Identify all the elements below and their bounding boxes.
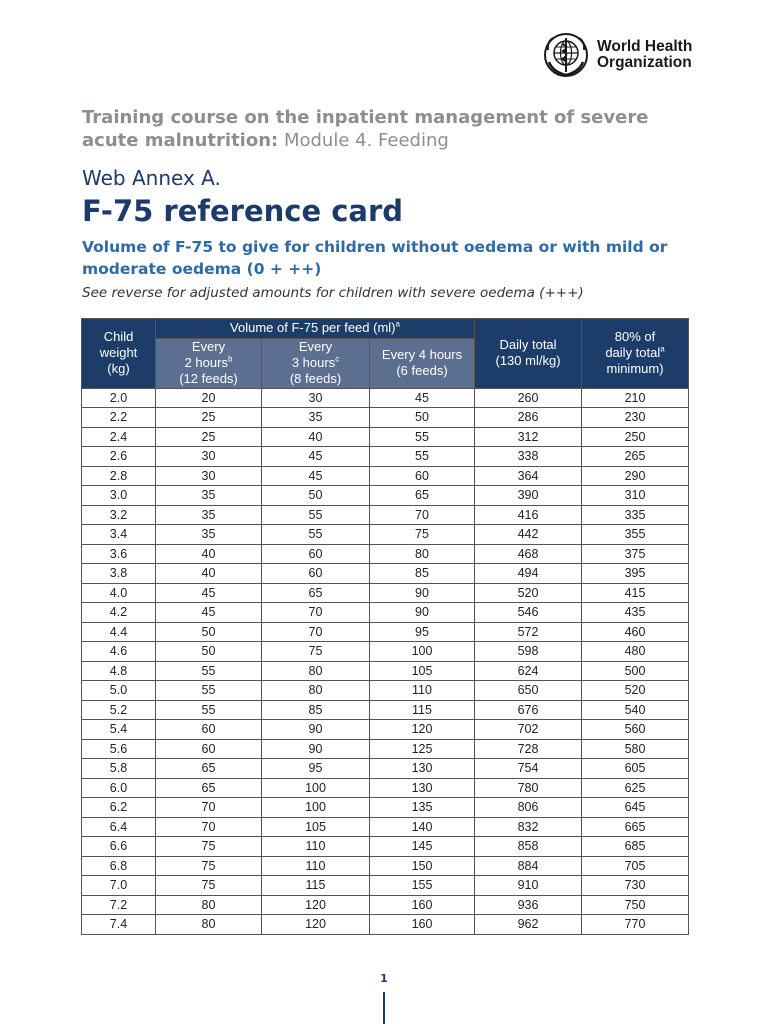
- table-cell: 780: [475, 778, 582, 798]
- table-cell: 105: [262, 817, 370, 837]
- table-cell: 35: [156, 486, 262, 506]
- table-row: [82, 388, 689, 408]
- table-row: [82, 466, 689, 486]
- table-row: [82, 778, 689, 798]
- table-row: [82, 915, 689, 935]
- table-cell: 520: [475, 583, 582, 603]
- table-cell: 55: [262, 525, 370, 545]
- table-cell: 155: [370, 876, 475, 896]
- annex-label: Web Annex A.: [82, 166, 221, 190]
- table-cell: 35: [156, 525, 262, 545]
- table-cell: 80: [370, 544, 475, 564]
- table-cell: 250: [582, 427, 689, 447]
- table-cell: 230: [582, 408, 689, 428]
- table-cell: 500: [582, 661, 689, 681]
- header-volume-group: Volume of F-75 per feed (ml)$^a$: [156, 319, 475, 339]
- table-cell: 335: [582, 505, 689, 525]
- table-cell: 90: [370, 603, 475, 623]
- table-cell: 645: [582, 798, 689, 818]
- table-cell: 415: [582, 583, 689, 603]
- table-cell: 5.4: [82, 720, 156, 740]
- table-cell: 580: [582, 739, 689, 759]
- table-cell: 442: [475, 525, 582, 545]
- table-cell: 75: [156, 876, 262, 896]
- table-cell: 160: [370, 895, 475, 915]
- table-cell: 6.6: [82, 837, 156, 857]
- table-cell: 110: [262, 837, 370, 857]
- who-logo-text: [597, 39, 692, 71]
- table-cell: 312: [475, 427, 582, 447]
- table-cell: 90: [370, 583, 475, 603]
- table-cell: 750: [582, 895, 689, 915]
- table-row: [82, 661, 689, 681]
- reverse-note: See reverse for adjusted amounts for children with severe oedema (+++): [82, 285, 584, 301]
- table-cell: 110: [370, 681, 475, 701]
- table-cell: 7.4: [82, 915, 156, 935]
- table-row: [82, 798, 689, 818]
- table-cell: 310: [582, 486, 689, 506]
- table-cell: 50: [370, 408, 475, 428]
- table-cell: 754: [475, 759, 582, 779]
- who-emblem-icon: [543, 32, 589, 78]
- table-row: [82, 622, 689, 642]
- table-cell: 806: [475, 798, 582, 818]
- table-cell: 20: [156, 388, 262, 408]
- table-cell: 624: [475, 661, 582, 681]
- table-cell: 130: [370, 759, 475, 779]
- table-cell: 55: [156, 700, 262, 720]
- table-cell: 4.6: [82, 642, 156, 662]
- table-cell: 80: [262, 681, 370, 701]
- table-row: [82, 817, 689, 837]
- table-cell: 65: [156, 778, 262, 798]
- table-row: [82, 544, 689, 564]
- table-cell: 120: [370, 720, 475, 740]
- table-cell: 2.4: [82, 427, 156, 447]
- table-cell: 120: [262, 895, 370, 915]
- table-row: [82, 564, 689, 584]
- who-logo: [543, 32, 692, 78]
- table-row: [82, 505, 689, 525]
- table-cell: 50: [262, 486, 370, 506]
- table-cell: 70: [262, 622, 370, 642]
- logo-line-2: Organization: [597, 54, 692, 71]
- table-cell: 60: [370, 466, 475, 486]
- table-cell: 7.2: [82, 895, 156, 915]
- table-cell: 160: [370, 915, 475, 935]
- table-row: [82, 739, 689, 759]
- table-cell: 35: [156, 505, 262, 525]
- table-cell: 75: [156, 837, 262, 857]
- table-cell: 40: [156, 544, 262, 564]
- table-row: [82, 603, 689, 623]
- table-cell: 4.4: [82, 622, 156, 642]
- table-cell: 25: [156, 408, 262, 428]
- table-cell: 5.2: [82, 700, 156, 720]
- table-row: [82, 427, 689, 447]
- table-cell: 100: [262, 778, 370, 798]
- table-cell: 70: [156, 798, 262, 818]
- header-child-weight: Child weight (kg): [82, 319, 156, 389]
- table-cell: 625: [582, 778, 689, 798]
- table-cell: 80: [156, 915, 262, 935]
- table-cell: 35: [262, 408, 370, 428]
- page-number: 1: [380, 972, 388, 985]
- table-cell: 40: [262, 427, 370, 447]
- table-cell: 468: [475, 544, 582, 564]
- table-cell: 540: [582, 700, 689, 720]
- table-cell: 395: [582, 564, 689, 584]
- table-cell: 145: [370, 837, 475, 857]
- table-cell: 3.4: [82, 525, 156, 545]
- table-cell: 60: [156, 720, 262, 740]
- table-cell: 60: [156, 739, 262, 759]
- table-body: [82, 388, 689, 934]
- table-row: [82, 837, 689, 857]
- table-row: [82, 876, 689, 896]
- table-cell: 95: [370, 622, 475, 642]
- table-cell: 770: [582, 915, 689, 935]
- table-cell: 7.0: [82, 876, 156, 896]
- table-cell: 730: [582, 876, 689, 896]
- table-cell: 3.8: [82, 564, 156, 584]
- table-cell: 55: [370, 427, 475, 447]
- table-cell: 2.0: [82, 388, 156, 408]
- table-row: [82, 447, 689, 467]
- table-row: [82, 856, 689, 876]
- table-cell: 90: [262, 720, 370, 740]
- table-row: [82, 525, 689, 545]
- table-cell: 650: [475, 681, 582, 701]
- table-cell: 210: [582, 388, 689, 408]
- page-number-rule: [383, 992, 385, 1024]
- table-cell: 80: [262, 661, 370, 681]
- table-row: [82, 681, 689, 701]
- header-daily-total: Daily total (130 ml/kg): [475, 319, 582, 389]
- table-row: [82, 408, 689, 428]
- table-cell: 6.0: [82, 778, 156, 798]
- table-cell: 30: [156, 466, 262, 486]
- table-cell: 260: [475, 388, 582, 408]
- table-cell: 85: [262, 700, 370, 720]
- table-cell: 4.0: [82, 583, 156, 603]
- table-cell: 70: [262, 603, 370, 623]
- table-cell: 910: [475, 876, 582, 896]
- table-cell: 115: [262, 876, 370, 896]
- table-cell: 30: [156, 447, 262, 467]
- logo-line-1: World Health: [597, 38, 693, 55]
- table-cell: 100: [262, 798, 370, 818]
- table-cell: 100: [370, 642, 475, 662]
- table-cell: 95: [262, 759, 370, 779]
- table-cell: 65: [262, 583, 370, 603]
- table-cell: 75: [262, 642, 370, 662]
- table-cell: 65: [370, 486, 475, 506]
- table-cell: 6.4: [82, 817, 156, 837]
- table-cell: 4.2: [82, 603, 156, 623]
- table-cell: 45: [370, 388, 475, 408]
- table-row: [82, 895, 689, 915]
- table-cell: 5.6: [82, 739, 156, 759]
- table-cell: 130: [370, 778, 475, 798]
- table-subtitle: Volume of F-75 to give for children without oedema or with mild or moderate oedema (0 + ++): [82, 238, 668, 278]
- table-cell: 50: [156, 642, 262, 662]
- table-cell: 45: [262, 466, 370, 486]
- table-cell: 375: [582, 544, 689, 564]
- table-cell: 80: [156, 895, 262, 915]
- table-cell: 55: [156, 681, 262, 701]
- table-cell: 286: [475, 408, 582, 428]
- table-cell: 70: [370, 505, 475, 525]
- table-cell: 70: [156, 817, 262, 837]
- table-cell: 140: [370, 817, 475, 837]
- table-row: [82, 759, 689, 779]
- table-cell: 60: [262, 544, 370, 564]
- table-cell: 685: [582, 837, 689, 857]
- table-cell: 55: [370, 447, 475, 467]
- table-cell: 5.0: [82, 681, 156, 701]
- table-cell: 55: [156, 661, 262, 681]
- table-cell: 665: [582, 817, 689, 837]
- header-every-2-hours: Every 2 hours$^b$ (12 feeds): [156, 338, 262, 388]
- table-cell: 135: [370, 798, 475, 818]
- table-cell: 75: [370, 525, 475, 545]
- table-cell: 30: [262, 388, 370, 408]
- table-cell: 390: [475, 486, 582, 506]
- table-cell: 338: [475, 447, 582, 467]
- course-title-bold: Training course on the inpatient management of severe acute malnutrition:: [82, 107, 649, 151]
- table-row: [82, 486, 689, 506]
- table-cell: 6.2: [82, 798, 156, 818]
- table-cell: 60: [262, 564, 370, 584]
- table-cell: 355: [582, 525, 689, 545]
- table-cell: 45: [262, 447, 370, 467]
- table-cell: 55: [262, 505, 370, 525]
- table-cell: 4.8: [82, 661, 156, 681]
- table-row: [82, 583, 689, 603]
- table-cell: 45: [156, 583, 262, 603]
- table-cell: 115: [370, 700, 475, 720]
- table-row: [82, 642, 689, 662]
- f75-reference-table: [81, 318, 689, 935]
- table-cell: 125: [370, 739, 475, 759]
- table-cell: 150: [370, 856, 475, 876]
- table-cell: 120: [262, 915, 370, 935]
- table-cell: 110: [262, 856, 370, 876]
- table-cell: 85: [370, 564, 475, 584]
- table-cell: 2.6: [82, 447, 156, 467]
- table-cell: 460: [582, 622, 689, 642]
- table-cell: 50: [156, 622, 262, 642]
- table-cell: 3.0: [82, 486, 156, 506]
- table-cell: 65: [156, 759, 262, 779]
- table-row: [82, 700, 689, 720]
- table-cell: 416: [475, 505, 582, 525]
- table-cell: 6.8: [82, 856, 156, 876]
- table-cell: 90: [262, 739, 370, 759]
- table-cell: 105: [370, 661, 475, 681]
- header-every-4-hours: Every 4 hours (6 feeds): [370, 338, 475, 388]
- table-cell: 364: [475, 466, 582, 486]
- course-title-rest: Module 4. Feeding: [278, 130, 449, 151]
- table-cell: 832: [475, 817, 582, 837]
- table-cell: 728: [475, 739, 582, 759]
- table-cell: 75: [156, 856, 262, 876]
- table-cell: 435: [582, 603, 689, 623]
- table-cell: 3.6: [82, 544, 156, 564]
- table-cell: 560: [582, 720, 689, 740]
- table-cell: 265: [582, 447, 689, 467]
- table-cell: 5.8: [82, 759, 156, 779]
- table-cell: 480: [582, 642, 689, 662]
- course-title: [82, 106, 682, 152]
- table-cell: 605: [582, 759, 689, 779]
- table-cell: 40: [156, 564, 262, 584]
- table-cell: 705: [582, 856, 689, 876]
- table-cell: 25: [156, 427, 262, 447]
- table-cell: 702: [475, 720, 582, 740]
- table-cell: 290: [582, 466, 689, 486]
- table-cell: 884: [475, 856, 582, 876]
- header-80-percent: 80% of daily total$^a$ minimum): [582, 319, 689, 389]
- page-title: F-75 reference card: [82, 194, 404, 228]
- table-cell: 3.2: [82, 505, 156, 525]
- table-cell: 676: [475, 700, 582, 720]
- table-cell: 2.2: [82, 408, 156, 428]
- table-cell: 598: [475, 642, 582, 662]
- table-cell: 546: [475, 603, 582, 623]
- table-cell: 45: [156, 603, 262, 623]
- table-row: [82, 720, 689, 740]
- table-cell: 494: [475, 564, 582, 584]
- table-cell: 858: [475, 837, 582, 857]
- header-every-3-hours: Every 3 hours$^c$ (8 feeds): [262, 338, 370, 388]
- table-cell: 572: [475, 622, 582, 642]
- table-cell: 2.8: [82, 466, 156, 486]
- table-cell: 520: [582, 681, 689, 701]
- table-cell: 962: [475, 915, 582, 935]
- table-cell: 936: [475, 895, 582, 915]
